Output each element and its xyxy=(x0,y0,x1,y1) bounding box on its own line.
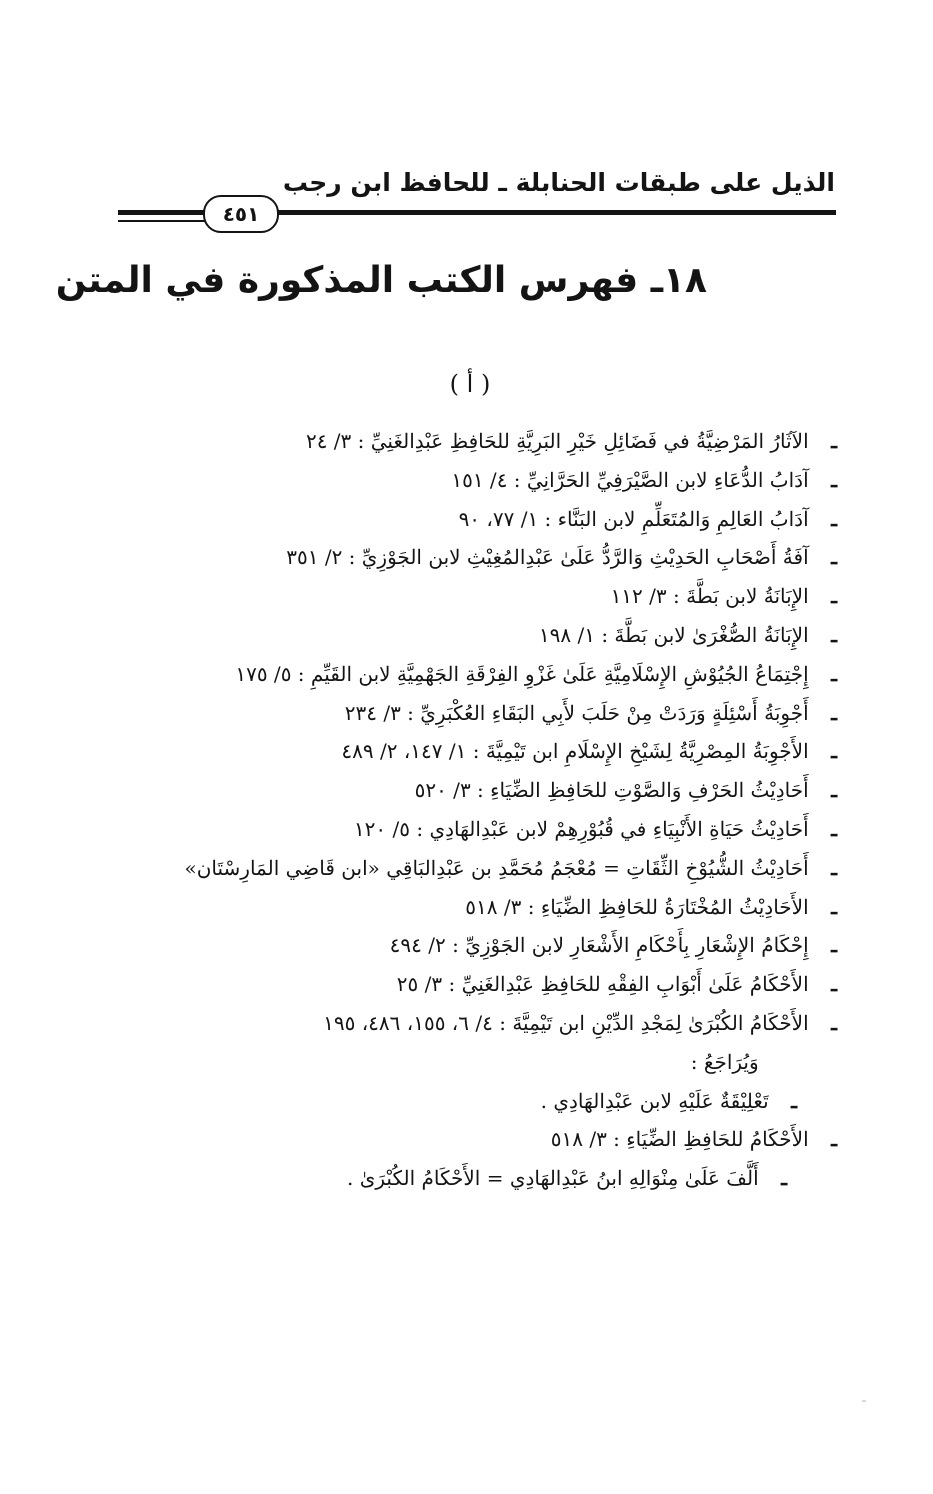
page-number: ٤٥١ xyxy=(203,195,279,233)
entry-dash: ـ xyxy=(791,1088,797,1113)
entry-dash: ـ xyxy=(831,739,837,764)
entry-text: أَحَادِيْثُ الحَرْفِ وَالصَّوْتِ للحَافِظِ الضِّيَاءِ : ٣/ ٥٢٠ xyxy=(414,778,809,803)
index-entries xyxy=(117,422,837,1198)
entry-text: الأَحْكَامُ للحَافِظِ الضِّيَاءِ : ٣/ ٥١٨ xyxy=(550,1127,809,1152)
entry-text: الأَحَادِيْثُ المُخْتَارَةُ للحَافِظِ الضِّيَاءِ : ٣/ ٥١٨ xyxy=(465,894,809,919)
index-entry xyxy=(117,810,837,849)
entry-dash: ـ xyxy=(831,933,837,958)
entry-text: آدَابُ العَالِمِ وَالمُتَعَلِّمِ لابن البَنَّاء : ١/ ٧٧، ٩٠ xyxy=(458,506,809,531)
index-entry xyxy=(117,1004,837,1043)
index-entry xyxy=(117,1043,837,1082)
index-entry xyxy=(117,926,837,965)
index-entry xyxy=(117,655,837,694)
index-entry xyxy=(117,1159,837,1198)
index-entry xyxy=(117,577,837,616)
entry-text: الأَحْكَامُ الكُبْرَىٰ لِمَجْدِ الدِّيْنِ ابن تَيْمِيَّةَ : ٤/ ٦، ١٥٥، ٤٨٦، ١٩٥ xyxy=(323,1010,809,1035)
entry-dash: ـ xyxy=(831,584,837,609)
entry-dash: ـ xyxy=(831,622,837,647)
entry-dash: ـ xyxy=(781,1166,787,1191)
index-entry xyxy=(117,849,837,888)
entry-text: آفَةُ أَصْحَابِ الحَدِيْثِ وَالرَّدُّ عَلَىٰ عَبْدِالمُغِيْثِ لابن الجَوْزِيِّ : ٢/ ٣٥١ xyxy=(286,545,809,570)
entry-text: تَعْلِيْقَةٌ عَلَيْهِ لابن عَبْدِالهَادِي . xyxy=(540,1088,769,1113)
entry-dash: ـ xyxy=(831,545,837,570)
index-entry xyxy=(117,732,837,771)
entry-text: الآثَارُ المَرْضِيَّةُ في فَضَائِلِ خَيْرِ البَرِيَّةِ للحَافِظِ عَبْدِالغَنِيِّ : ٣/ ٢٤ xyxy=(305,429,809,453)
entry-text: أَلَّفَ عَلَىٰ مِنْوَالِهِ ابنُ عَبْدِالهَادِي = الأَحْكَامُ الكُبْرَىٰ . xyxy=(347,1166,759,1191)
running-title: الذيل على طبقات الحنابلة ـ للحافظ ابن رجب xyxy=(282,168,835,197)
entry-dash: ـ xyxy=(831,429,837,453)
entry-dash: ـ xyxy=(831,506,837,531)
index-entry xyxy=(117,1120,837,1159)
entry-text: الأَجْوِبَةُ المِصْرِيَّةُ لِشَيْخِ الإِسْلَامِ ابن تَيْمِيَّةَ : ١/ ١٤٧، ٢/ ٤٨٩ xyxy=(341,739,809,764)
index-entry xyxy=(117,422,837,461)
scan-mark xyxy=(862,1400,866,1402)
entry-dash: ـ xyxy=(831,467,837,492)
entry-dash: ـ xyxy=(831,894,837,919)
entry-text: آدَابُ الدُّعَاءِ لابن الصَّيْرَفِيِّ الحَرَّانِيِّ : ٤/ ١٥١ xyxy=(451,467,809,492)
letter-heading: ( أ ) xyxy=(449,370,491,398)
entry-text: أَحَادِيْثُ الشُّيُوْخِ الثِّقَاتِ = مُعْجَمُ مُحَمَّدِ بن عَبْدِالبَاقِي «ابن قَاضِي المَارِسْتَان» xyxy=(184,855,809,880)
entry-dash: ـ xyxy=(831,972,837,997)
entry-text: الإِبَانَةُ الصُّغْرَىٰ لابن بَطَّةَ : ١/ ١٩٨ xyxy=(538,622,809,647)
entry-text: إِحْكَامُ الإِشْعَارِ بِأَحْكَامِ الأَشْعَارِ لابن الجَوْزِيِّ : ٢/ ٤٩٤ xyxy=(389,933,809,958)
entry-dash: ـ xyxy=(831,1127,837,1152)
index-entry xyxy=(117,965,837,1004)
index-entry xyxy=(117,538,837,577)
entry-dash: ـ xyxy=(831,661,837,686)
index-entry xyxy=(117,694,837,733)
index-entry xyxy=(117,888,837,927)
section-title: ١٨ـ فهرس الكتب المذكورة في المتن xyxy=(55,260,707,301)
header-rule-thin xyxy=(118,220,206,222)
entry-text: وَيُرَاجَعُ : xyxy=(690,1049,759,1074)
entry-dash: ـ xyxy=(831,816,837,841)
entry-dash: ـ xyxy=(831,778,837,803)
entry-dash: ـ xyxy=(831,855,837,880)
entry-text: إِجْتِمَاعُ الجُيُوْشِ الإِسْلَامِيَّةِ عَلَىٰ غَزْوِ الفِرْقَةِ الجَهْمِيَّةِ لابن القَيِّمِ : ٥/ ١٧٥ xyxy=(235,661,809,686)
index-entry xyxy=(117,771,837,810)
index-entry xyxy=(117,461,837,500)
entry-dash: ـ xyxy=(831,700,837,725)
entry-text: الأَحْكَامُ عَلَىٰ أَبْوَابِ الفِقْهِ للحَافِظِ عَبْدِالغَنِيِّ : ٣/ ٢٥ xyxy=(396,972,809,997)
index-entry xyxy=(117,1082,837,1121)
entry-dash: ـ xyxy=(831,1010,837,1035)
entry-text: أَجْوِبَةُ أَسْئِلَةٍ وَرَدَتْ مِنْ حَلَبَ لأَبِي البَقَاءِ العُكْبَرِيِّ : ٣/ ٢٣٤ xyxy=(344,700,809,725)
entry-text: الإِبَانَةُ لابن بَطَّةَ : ٣/ ١١٢ xyxy=(610,584,809,609)
index-entry xyxy=(117,616,837,655)
entry-text: أَحَادِيْثُ حَيَاةِ الأَنْبِيَاءِ في قُبُوْرِهِمْ لابن عَبْدِالهَادِي : ٥/ ١٢٠ xyxy=(353,816,809,841)
index-entry xyxy=(117,500,837,539)
